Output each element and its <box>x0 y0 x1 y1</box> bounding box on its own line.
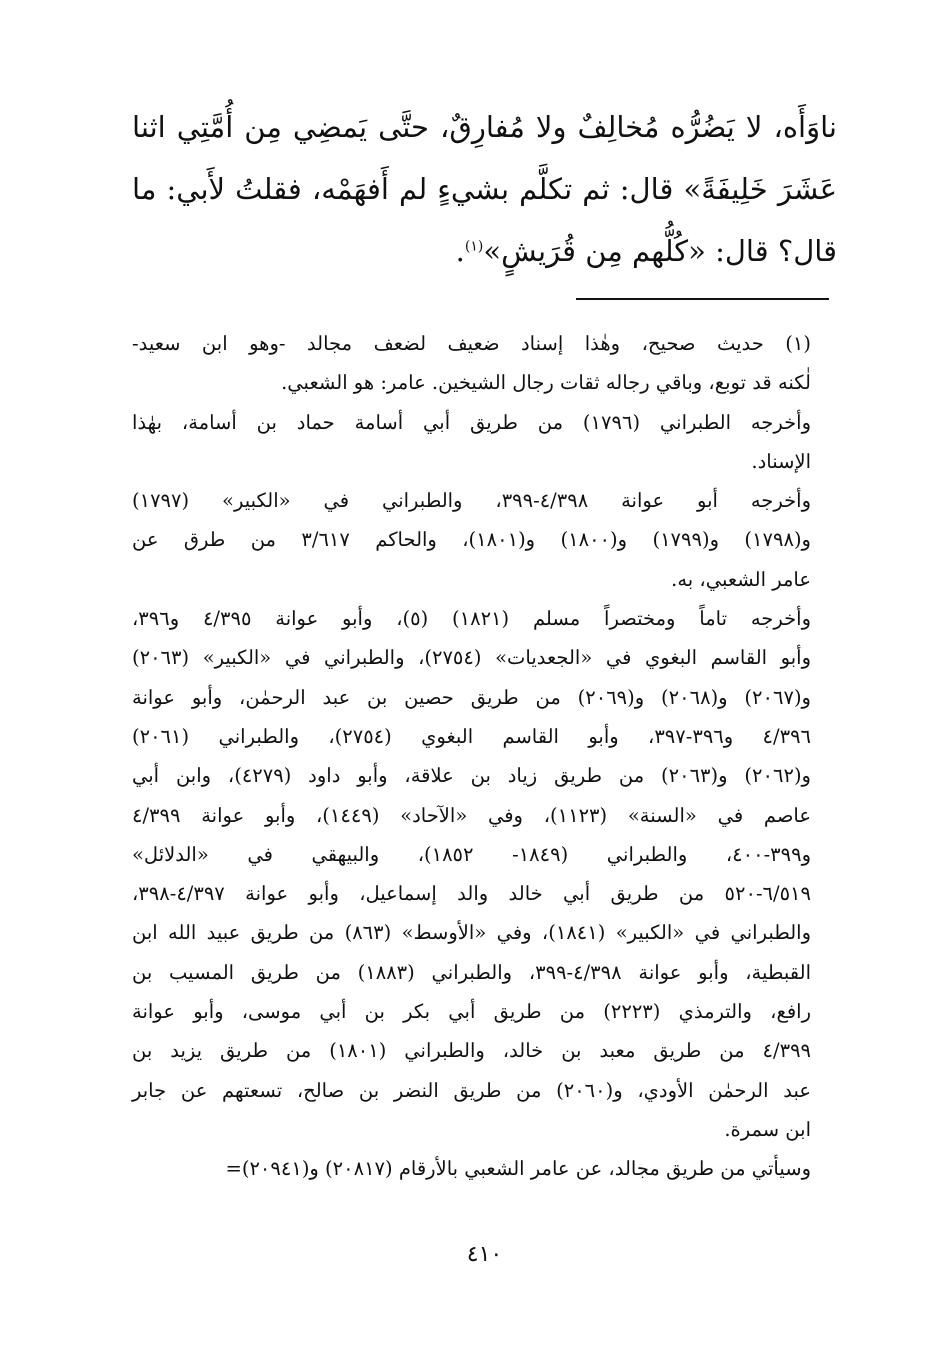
footnote-line: ٤/٣٩٦ و٣٩٦-٣٩٧، وأبو القاسم البغوي (٢٧٥٤)، والطبراني (٢٠٦١) <box>132 724 812 748</box>
footnote-line: وأخرجه تاماً ومختصراً مسلم (١٨٢١) (٥)، وأبو عوانة ٤/٣٩٥ و٣٩٦، <box>132 607 811 631</box>
footnotes-section <box>132 324 837 1189</box>
footnote-line: و(٢٠٦٢) و(٢٠٦٣) من طريق زياد بن علاقة، وأبو داود (٤٢٧٩)، وابن أبي <box>132 764 811 788</box>
main-text-line: قال؟ قال: «كُلُّهم مِن قُرَيشٍ» <box>483 234 837 268</box>
footnote-line: ابن سمرة. <box>724 1117 811 1141</box>
footnote-line: و(١٧٩٨) و(١٧٩٩) و(١٨٠٠) و(١٨٠١)، والحاكم ٣/٦١٧ من طرق عن <box>132 528 811 552</box>
footnote-line: (١) حديث صحيح، وهٰذا إسناد ضعيف لضعف مجالد -وهو ابن سعيد- <box>132 332 811 355</box>
footnote-line: و٣٩٩-٤٠٠، والطبراني (١٨٤٩- ١٨٥٢)، والبيهقي في «الدلائل» <box>132 842 812 866</box>
footnote-line: الإسناد. <box>751 449 811 473</box>
footnote-line: ٤/٣٩٩ من طريق معبد بن خالد، والطبراني (١٨٠١) من طريق يزيد بن <box>132 1039 812 1063</box>
footnote-separator <box>576 298 829 300</box>
page-number: ٤١٠ <box>466 1242 503 1267</box>
footnote-line: عبد الرحمٰن الأودي، و(٢٠٦٠) من طريق النضر بن صالح، تسعتهم عن جابر <box>132 1078 811 1102</box>
footnote-paragraph <box>132 1149 837 1188</box>
footnote-line: وأبو القاسم البغوي في «الجعديات» (٢٧٥٤)، والطبراني في «الكبير» (٢٠٦٣) <box>132 646 811 670</box>
footnote-line: و(٢٠٦٧) و(٢٠٦٨) و(٢٠٦٩) من طريق حصين بن عبد الرحمٰن، وأبو عوانة <box>132 685 811 709</box>
footnote-line: وسيأتي من طريق مجالد، عن عامر الشعبي بالأرقام (٢٠٨١٧) و(٢٠٩٤١)= <box>225 1157 811 1181</box>
footnote-paragraph <box>132 481 837 599</box>
main-text-line: ناوَأَه، لا يَضُرُّه مُخالِفٌ ولا مُفارِقٌ، حتَّى يَمضِي مِن أُمَّتِي اثنا <box>132 110 837 144</box>
main-text-line: عَشَرَ خَلِيفَةً» قال: ثم تكلَّم بشيءٍ لم أَفهَمْه، فقلتُ لأَبي: ما <box>132 172 837 206</box>
footnote-line: رافع، والترمذي (٢٢٢٣) من طريق أبي بكر بن أبي موسى، وأبو عوانة <box>132 1000 811 1024</box>
footnote-line: عامر الشعبي، به. <box>671 567 811 591</box>
main-text-line-last <box>132 220 837 282</box>
footnote-line: لٰكنه قد توبع، وباقي رجاله ثقات رجال الشيخين. عامر: هو الشعبي. <box>281 371 811 395</box>
footnote-line: ٦/٥١٩-٥٢٠ من طريق أبي خالد والد إسماعيل، وأبو عوانة ٤/٣٩٧-٣٩٨، <box>132 882 811 906</box>
footnote-marker[interactable]: (١) <box>464 238 484 255</box>
document-page <box>132 96 837 1296</box>
footnote-paragraph <box>132 324 837 403</box>
footnote-paragraph <box>132 599 837 1149</box>
footnote-paragraph <box>132 403 837 482</box>
footnote-line: وأخرجه الطبراني (١٧٩٦) من طريق أبي أسامة حماد بن أسامة، بهٰذا <box>132 410 811 434</box>
footnote-line: والطبراني في «الكبير» (١٨٤١)، وفي «الأوسط» (٨٦٣) من طريق عبيد الله ابن <box>132 921 812 945</box>
footnote-line: عاصم في «السنة» (١١٢٣)، وفي «الآحاد» (١٤٤٩)، وأبو عوانة ٤/٣٩٩ <box>132 803 811 827</box>
footnote-line: القبطية، وأبو عوانة ٤/٣٩٨-٣٩٩، والطبراني (١٨٨٣) من طريق المسيب بن <box>132 960 811 984</box>
sentence-end-mark: . <box>455 234 465 268</box>
main-text <box>132 96 837 282</box>
footnote-line: وأخرجه أبو عوانة ٤/٣٩٨-٣٩٩، والطبراني في «الكبير» (١٧٩٧) <box>132 489 811 513</box>
